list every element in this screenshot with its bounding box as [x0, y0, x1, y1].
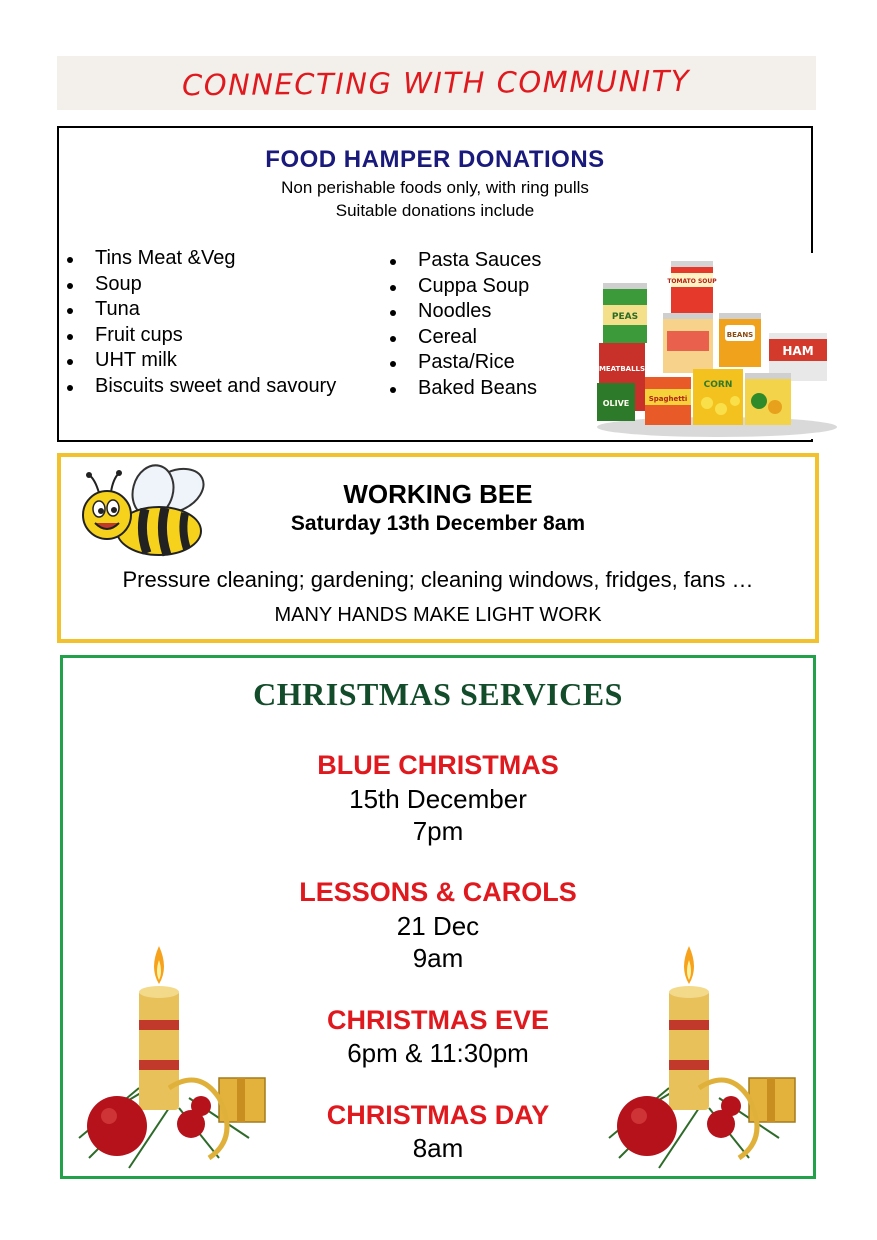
working-bee-section [57, 453, 819, 643]
service-name: LESSONS & CAROLS [299, 877, 577, 907]
candle-decoration-icon [69, 938, 279, 1178]
canned-food-illustration [589, 253, 841, 439]
service-date: 21 Dec [396, 911, 480, 941]
working-bee-title: WORKING BEE [343, 479, 533, 509]
list-item: Biscuits sweet and savoury [67, 374, 336, 400]
service-time: 8am [412, 1133, 464, 1163]
christmas-services-section [60, 655, 816, 1179]
list-item: Cuppa Soup [390, 274, 541, 300]
list-item: Noodles [390, 299, 541, 325]
list-item: Cereal [390, 325, 541, 351]
list-item: UHT milk [67, 348, 336, 374]
candle-decoration-icon [599, 938, 809, 1178]
can-label: PEAS [611, 312, 639, 322]
list-item: Pasta Sauces [390, 248, 541, 274]
can-label: MEATBALLS [598, 365, 646, 373]
banner-title: CONNECTING WITH COMMUNITY [182, 63, 691, 103]
list-item: Pasta/Rice [390, 350, 541, 376]
working-bee-tasks: Pressure cleaning; gardening; cleaning windows, fridges, fans … [122, 567, 754, 592]
donation-list-1 [67, 246, 336, 400]
list-item: Tuna [67, 297, 336, 323]
service-name: CHRISTMAS DAY [326, 1100, 550, 1130]
service-name: CHRISTMAS EVE [326, 1005, 550, 1035]
can-label: OLIVE [602, 399, 630, 408]
food-hamper-section [57, 126, 813, 442]
list-item: Soup [67, 272, 336, 298]
header-banner [57, 56, 816, 110]
service-time: 9am [412, 943, 464, 973]
can-label: HAM [782, 344, 814, 358]
hamper-subtitle-2: Suitable donations include [335, 201, 535, 220]
donation-list-2 [390, 248, 541, 402]
working-bee-motto: MANY HANDS MAKE LIGHT WORK [274, 604, 602, 626]
service-time: 6pm & 11:30pm [347, 1038, 529, 1068]
hamper-title: FOOD HAMPER DONATIONS [265, 146, 605, 173]
list-item: Fruit cups [67, 323, 336, 349]
list-item: Baked Beans [390, 376, 541, 402]
can-label: BEANS [726, 331, 754, 339]
christmas-title: CHRISTMAS SERVICES [253, 676, 623, 712]
service-name: BLUE CHRISTMAS [317, 750, 559, 780]
service-date: 15th December [349, 784, 527, 814]
can-label: Spaghetti [648, 395, 688, 403]
hamper-subtitle-1: Non perishable foods only, with ring pulls [281, 178, 589, 197]
can-label: CORN [703, 380, 733, 390]
bee-icon [77, 461, 217, 561]
can-label: TOMATO SOUP [667, 278, 717, 285]
service-time: 7pm [412, 816, 464, 846]
working-bee-date: Saturday 13th December 8am [290, 512, 586, 535]
list-item: Tins Meat &Veg [67, 246, 336, 272]
